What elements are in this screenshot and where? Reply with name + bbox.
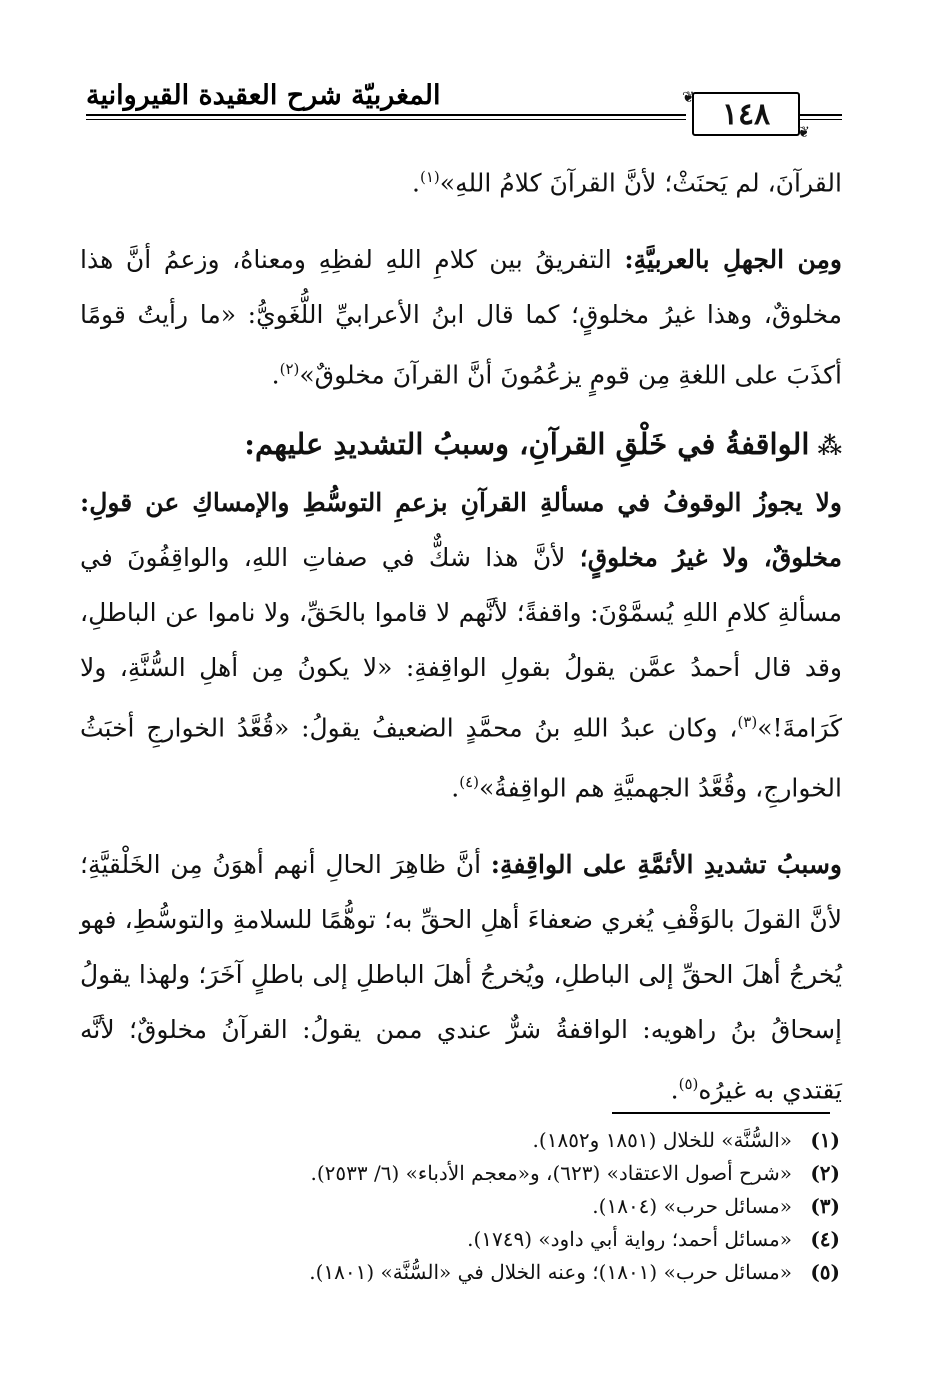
footnote-separator xyxy=(612,1112,830,1114)
footnote-text: «مسائل أحمد؛ رواية أبي داود» (١٧٤٩). xyxy=(467,1227,792,1251)
footnote-text: «مسائل حرب» (١٨٠٤). xyxy=(592,1194,792,1218)
footnote-ref[interactable]: (٤) xyxy=(459,772,479,791)
paragraph-lead: ومِن الجهلِ بالعربيَّةِ: xyxy=(624,245,842,275)
paragraph-2 xyxy=(80,232,842,402)
paragraph-4 xyxy=(80,837,842,1117)
section-heading xyxy=(80,417,842,473)
footnote-item xyxy=(80,1225,840,1254)
punctuation: . xyxy=(271,360,280,390)
section-mark-icon: ⁂ xyxy=(817,430,842,460)
page-number: ١٤٨ xyxy=(721,96,771,132)
ornament-icon: ❦ xyxy=(797,123,810,141)
paragraph-text: أنَّ ظاهِرَ الحالِ أنهم أهوَنُ مِن الخَلْقيَّةِ؛ لأنَّ القولَ بالوَقْفِ يُغري ضعفاءَ أهلِ الحقِّ به؛ توهُّمًا للسلامةِ والتوسُّطِ، فهو يُخرجُ أهلَ الحقِّ إلى الباطلِ، ويُخرجُ أهلَ الباطلِ إلى باطلٍ آخَرَ؛ ولهذا يقولُ إسحاقُ بنُ راهويه: الواقفةُ شرٌّ عندي ممن يقولُ: القرآنُ مخلوقٌ؛ لأنَّه يَقتدي به غيرُه xyxy=(80,850,842,1105)
footnote-ref[interactable]: (٥) xyxy=(678,1075,699,1094)
ornament-icon: ❦ xyxy=(682,88,695,106)
footnote-item xyxy=(80,1126,840,1155)
paragraph-1 xyxy=(80,150,842,210)
footnote-ref[interactable]: (٣) xyxy=(737,712,758,731)
page-header xyxy=(0,70,927,141)
footnote-item xyxy=(80,1192,840,1221)
footnotes xyxy=(80,1126,840,1291)
footnote-item xyxy=(80,1258,840,1287)
footnote-number: (٢) xyxy=(810,1161,840,1185)
paragraph-lead: وسببُ تشديدِ الأئمَّةِ على الواقِفةِ: xyxy=(490,850,842,880)
footnote-ref[interactable]: (٢) xyxy=(279,360,300,379)
header-rule-right-thin xyxy=(798,119,842,120)
punctuation: . xyxy=(412,168,420,198)
section-heading-text: الواقفةُ في خَلْقِ القرآنِ، وسببُ التشديدِ عليهم: xyxy=(244,426,810,461)
footnote-text: «شرح أصول الاعتقاد» (٦٢٣)، و«معجم الأدباء» (٦/ ٢٥٣٣). xyxy=(310,1161,792,1185)
footnote-text: «مسائل حرب» (١٨٠١)؛ وعنه الخلال في «السُّنَّة» (١٨٠١). xyxy=(309,1260,792,1284)
footnote-ref[interactable]: (١) xyxy=(420,168,440,186)
header-rule-right xyxy=(798,114,842,116)
paragraph-3 xyxy=(80,475,842,816)
punctuation: . xyxy=(670,1075,679,1105)
header-rule-thin xyxy=(86,119,686,120)
page-number-box xyxy=(682,88,810,141)
running-title: المغربيّة شرح العقيدة القيروانية xyxy=(86,80,441,111)
footnote-number: (٤) xyxy=(810,1227,840,1251)
footnote-text: «السُّنَّة» للخلال (١٨٥١ و١٨٥٢). xyxy=(532,1128,792,1152)
paragraph-text: ، وكان عبدُ اللهِ بنُ محمَّدٍ الضعيفُ يقولُ: «قُعَّدُ الخوارجِ أخبَثُ الخوارجِ، وقُعَّدُ الجهميَّةِ هم الواقِفةُ» xyxy=(80,712,842,803)
footnote-item xyxy=(80,1159,840,1188)
footnote-number: (٥) xyxy=(810,1260,840,1284)
paragraph-text: القرآنَ، لم يَحنَثْ؛ لأنَّ القرآنَ كلامُ اللهِ» xyxy=(439,168,842,198)
header-rule xyxy=(86,114,686,116)
footnote-number: (٣) xyxy=(810,1194,840,1218)
main-text xyxy=(80,150,842,1118)
paragraph-text: التفريقُ بين كلامِ اللهِ لفظِهِ ومعناهُ، وزعمُ أنَّ هذا مخلوقٌ، وهذا غيرُ مخلوقٍ؛ كما قال ابنُ الأعرابيِّ اللُّغَويُّ: «ما رأيتُ قومًا أكذَبَ على اللغةِ مِن قومٍ يزعُمُونَ أنَّ القرآنَ مخلوقٌ» xyxy=(80,245,842,390)
footnote-number: (١) xyxy=(810,1128,840,1152)
punctuation: . xyxy=(451,773,460,803)
paragraph-bold-text: ولا يجوزُ الوقوفُ في مسألةِ القرآنِ بزعمِ التوسُّطِ والإمساكِ عن قولِ: مخلوقٌ، ولا غيرُ مخلوقٍ؛ xyxy=(80,487,842,572)
paragraph-text: لأنَّ هذا شكٌّ في صفاتِ اللهِ، والواقِفُونَ في مسألةِ كلامِ اللهِ يُسمَّوْنَ: واقفةً؛ لأنَّهم لا قاموا بالحَقِّ، ولا ناموا عن الباطلِ، وقد قال أحمدُ عمَّن يقولُ بقولِ الواقِفةِ: «لا يكونُ مِن أهلِ السُّنَّةِ، ولا كَرَامةَ!» xyxy=(80,542,842,742)
